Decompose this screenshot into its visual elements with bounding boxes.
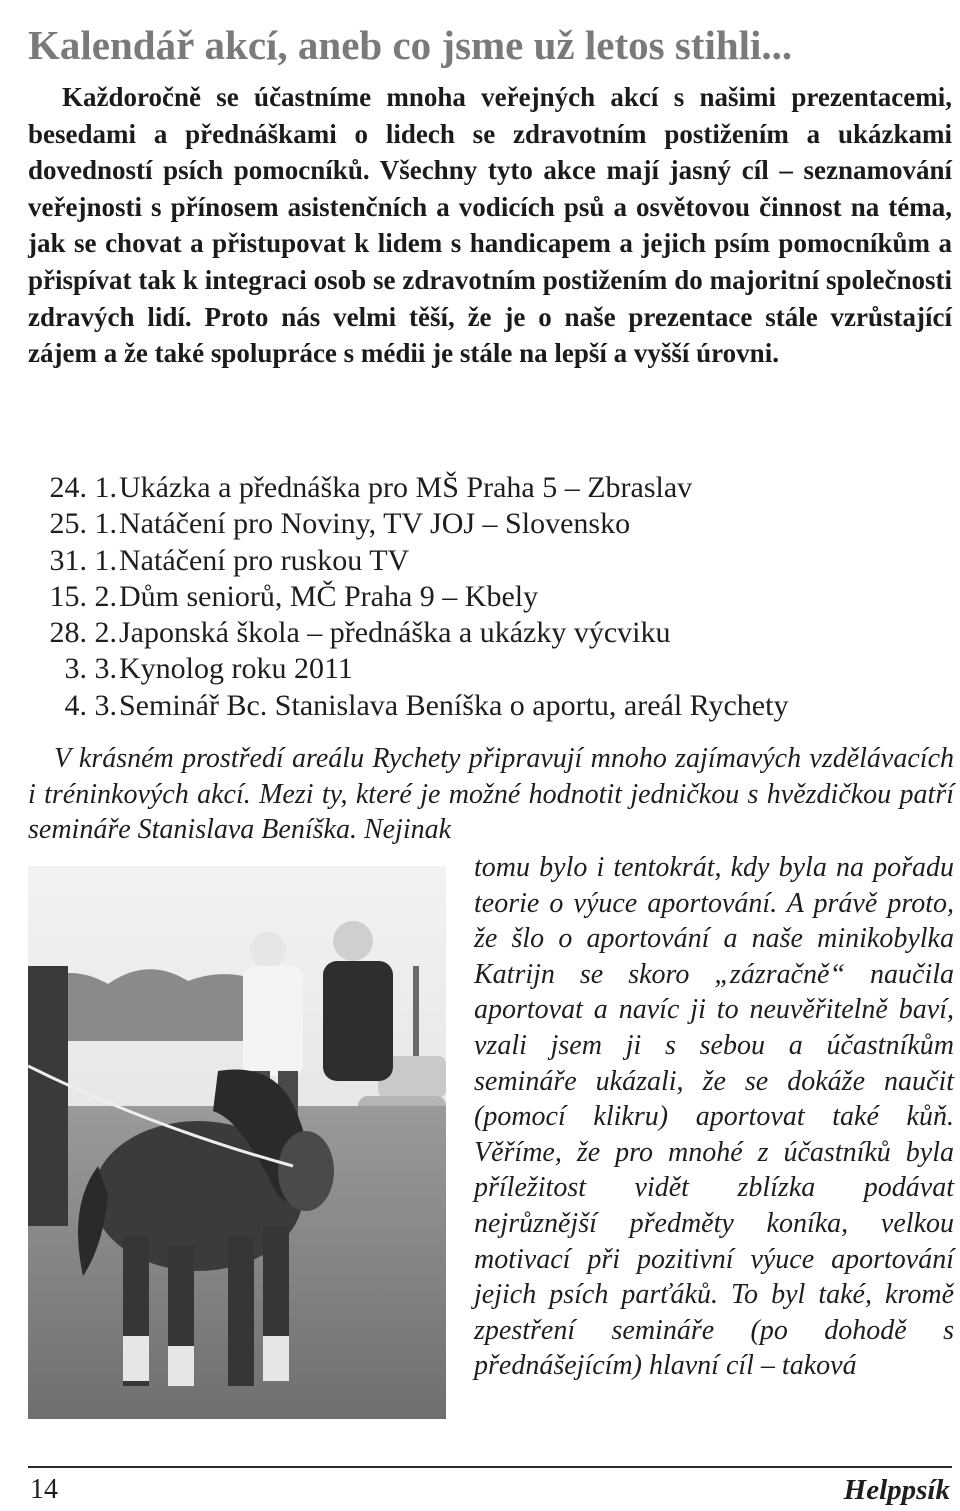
list-item	[28, 506, 928, 542]
event-text: Natáčení pro Noviny, TV JOJ – Slovensko	[119, 507, 631, 541]
list-item	[28, 543, 928, 579]
list-item	[28, 579, 928, 615]
event-date: 31. 1.	[49, 543, 117, 577]
event-text: Ukázka a přednáška pro MŠ Praha 5 – Zbraslav	[119, 471, 693, 504]
event-date: 15. 2.	[49, 579, 117, 613]
page-title: Kalendář akcí, aneb co jsme už letos stihli...	[28, 22, 793, 69]
photo-illustration	[28, 866, 446, 1419]
event-date: 28. 2.	[49, 616, 117, 650]
event-date: 3. 3.	[64, 652, 117, 686]
publication-name: Helppsík	[843, 1474, 950, 1506]
article-paragraph-side: tomu bylo i tentokrát, kdy byla na pořadu teorie o výuce aportování. A právě proto, že šlo o aportování a naše minikobylka Katrijn se skoro „zázračně“ naučila aportovat a navíc ji to neuvěřitelně baví, vzali jsem ji s sebou a účastníkům semináře ukázali, že se dokáže naučit (pomocí klikru) aportovat také kůň. Věříme, že pro mnohé z účastníků byla příležitost vidět zblízka podávat nejrůznější předměty koníka, velkou motivací při pozitivní výuce aportování jejich psích parťáků. To byl také, kromě zpestření semináře (po dohodě s přednášejícím) hlavní cíl – taková	[474, 852, 954, 1382]
article-paragraph-top: V krásném prostředí areálu Rychety připravují mnoho zajímavých vzdělávacích i tréninkových akcí. Mezi ty, které je možné hodnotit jedničkou s hvězdičkou patří semináře Stanislava Beníška. Nejinak	[28, 743, 954, 846]
event-text: Seminář Bc. Stanislava Beníška o aportu, areál Rychety	[119, 688, 789, 722]
event-text: Japonská škola – přednáška a ukázky výcviku	[119, 616, 671, 650]
list-item	[28, 615, 928, 651]
event-date: 4. 3.	[64, 688, 117, 722]
event-text: Dům seniorů, MČ Praha 9 – Kbely	[119, 579, 539, 613]
event-text: Natáčení pro ruskou TV	[119, 543, 410, 577]
list-item	[28, 651, 928, 687]
intro-paragraph: Každoročně se účastníme mnoha veřejných akcí s našimi prezentacemi, besedami a přednáškami o lidech se zdravotním postižením a ukázkami dovedností psích pomocníků. Všechny tyto akce mají jasný cíl – seznamování veřejnosti s přínosem asistenčních a vodicích psů a osvětovou činnost na téma, jak se chovat a přistupovat k lidem s handicapem a jejich psím pomocníkům a přispívat tak k integraci osob se zdravotním postižením do majoritní společnosti zdravých lidí. Proto nás velmi těší, že je o naše prezentace stále vzrůstající zájem a že také spolupráce s médii je stále na lepší a vyšší úrovni.	[28, 82, 952, 369]
footer-rule	[28, 1466, 952, 1468]
event-date: 25. 1.	[49, 507, 117, 541]
event-text: Kynolog roku 2011	[119, 652, 353, 686]
page-number: 14	[30, 1474, 58, 1505]
event-date: 24. 1.	[49, 471, 117, 504]
list-item	[28, 688, 928, 724]
list-item	[28, 470, 928, 506]
photo-pony-with-people	[28, 866, 446, 1419]
event-list	[28, 470, 928, 724]
